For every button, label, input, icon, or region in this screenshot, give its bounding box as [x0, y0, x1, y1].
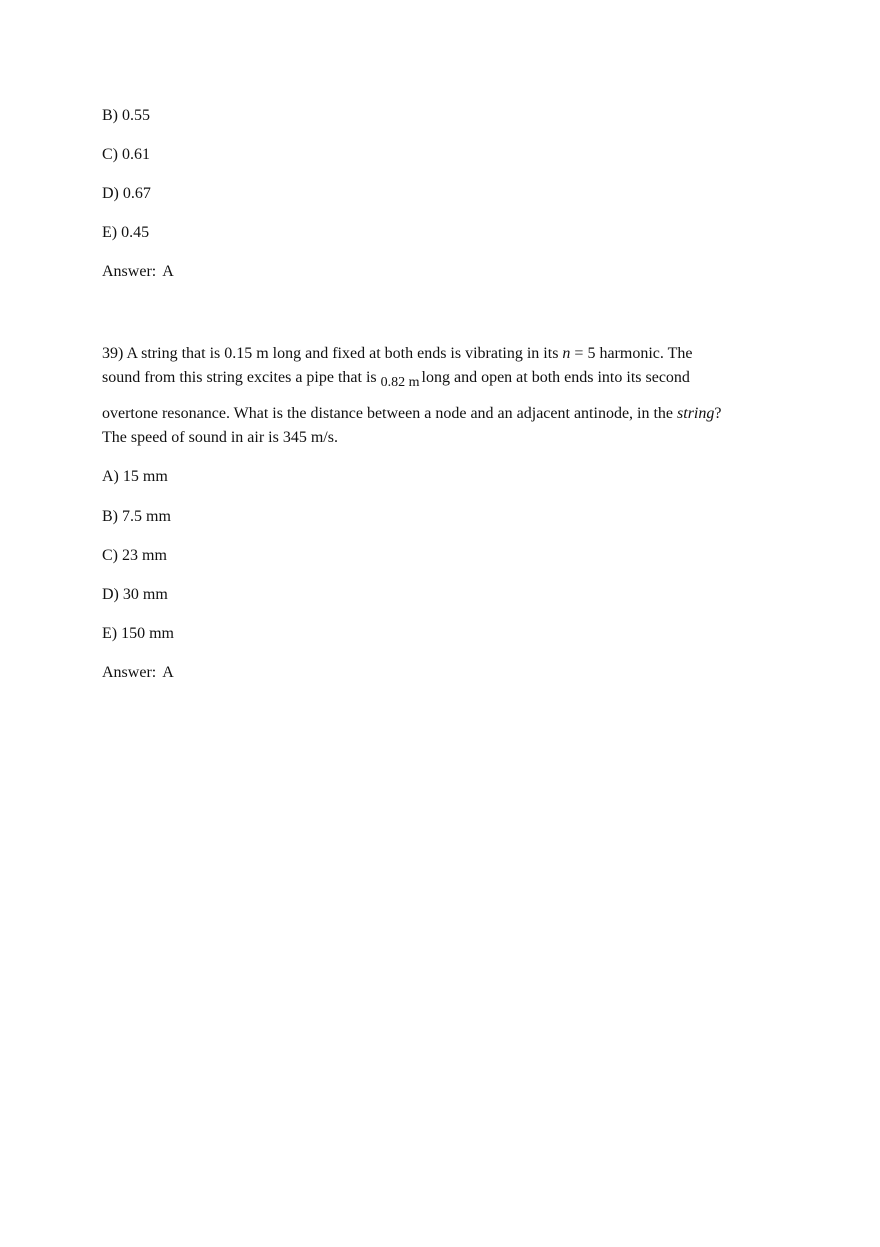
option-d	[102, 585, 168, 605]
question-text: = 5 harmonic. The	[574, 345, 693, 362]
option-b-prev	[102, 106, 150, 126]
answer-value: A	[162, 664, 174, 681]
option-text: 15 mm	[122, 468, 168, 485]
inline-equation: 0.82 m	[380, 375, 420, 390]
option-c-prev	[102, 145, 150, 165]
option-text: 0.61	[122, 146, 150, 163]
option-text: 30 mm	[122, 586, 168, 603]
option-letter: E)	[102, 224, 118, 241]
question-text: long and open at both ends into its second	[421, 369, 690, 386]
option-a	[102, 467, 168, 487]
answer	[102, 663, 174, 683]
answer-label: Answer:	[102, 263, 157, 280]
option-letter: C)	[102, 547, 118, 564]
emphasis-string: string	[677, 405, 715, 422]
question-text: ?	[714, 405, 722, 422]
option-e	[102, 624, 174, 644]
option-text: 0.45	[121, 224, 150, 241]
question-text: sound from this string excites a pipe that is	[102, 369, 377, 386]
question-line-4	[102, 428, 338, 448]
variable-n: n	[562, 345, 571, 362]
option-letter: D)	[102, 586, 119, 603]
question-text: A string that is 0.15 m long and fixed at both ends is vibrating in its	[126, 345, 559, 362]
question-line-2	[102, 368, 690, 389]
question-text: The speed of sound in air is 345 m/s.	[102, 429, 338, 446]
answer-value: A	[162, 263, 174, 280]
option-letter: E)	[102, 625, 118, 642]
option-b	[102, 507, 171, 527]
option-text: 0.55	[122, 107, 150, 124]
option-e-prev	[102, 223, 149, 243]
question-line-3	[102, 404, 721, 424]
option-text: 0.67	[122, 185, 151, 202]
option-letter: B)	[102, 508, 118, 525]
question-text: overtone resonance. What is the distance between a node and an adjacent antinode, in the	[102, 405, 674, 422]
question-number: 39)	[102, 345, 124, 362]
option-letter: B)	[102, 107, 118, 124]
option-letter: C)	[102, 146, 118, 163]
answer-label: Answer:	[102, 664, 157, 681]
option-text: 150 mm	[121, 625, 174, 642]
question-line-1	[102, 344, 692, 364]
option-text: 23 mm	[122, 547, 167, 564]
option-d-prev	[102, 184, 151, 204]
answer-prev	[102, 262, 174, 282]
option-letter: D)	[102, 185, 119, 202]
option-letter: A)	[102, 468, 119, 485]
option-c	[102, 546, 167, 566]
option-text: 7.5 mm	[122, 508, 171, 525]
